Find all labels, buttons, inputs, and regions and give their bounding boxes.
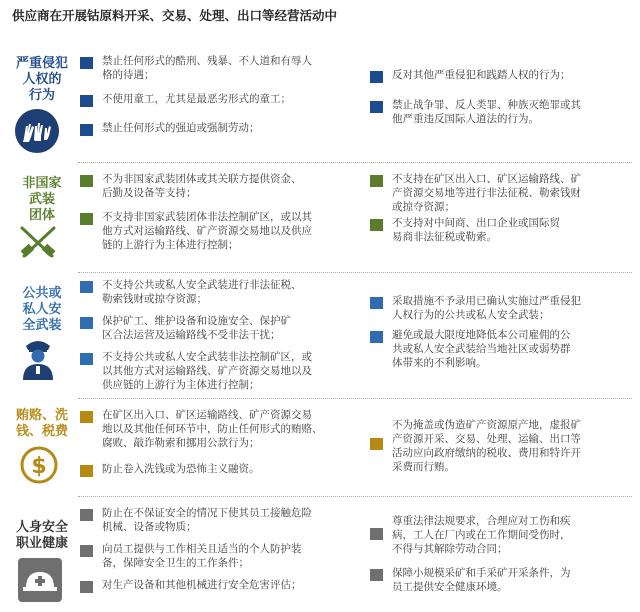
divider	[78, 162, 632, 163]
list-item: 不支持在矿区出入口、矿区运输路线、矿 产资源交易地等进行非法征税、勒索钱财 或掠夺资源；	[370, 172, 632, 216]
section-human-rights	[0, 52, 640, 162]
list-item: 防止卷入洗钱或为恐怖主义融资。	[80, 462, 370, 478]
section-occupational-safety	[0, 502, 640, 612]
divider	[78, 496, 632, 497]
list-item: 向员工提供与工作相关且适当的个人防护装 备，保障安全卫生的工作条件；	[80, 542, 370, 572]
list-item: 保障小规模采矿和手采矿开采条件，为 员工提供安全健康环境。	[370, 566, 632, 596]
bullet-square	[370, 331, 383, 343]
bullet-square	[80, 57, 93, 69]
list-item: 不使用童工，尤其是最恶劣形式的童工；	[80, 92, 370, 108]
bullet-square	[370, 101, 383, 113]
list-item: 避免或最大限度地降低本公司雇佣的公 共或私人安全武装给当地社区或弱势群 体带来的不利影响。	[370, 328, 632, 372]
section-bribery-taxes	[0, 404, 640, 496]
category-label: 严重侵犯 人权的 行为	[15, 56, 68, 103]
bullet-square	[80, 317, 93, 329]
list-item: 采取措施不予录用已确认实施过严重侵犯 人权行为的公共或私人安全武装；	[370, 294, 632, 324]
divider	[78, 398, 632, 399]
list-item: 不支持公共或私人安全武装非法控制矿区，或 以其他方式对运输路线、矿产资源交易地以及 供应链的上游行为主体进行控制；	[80, 350, 370, 394]
list-item: 不支持公共或私人安全武装进行非法征税、 勒索钱财或掠夺资源；	[80, 278, 370, 308]
hard-hat-icon	[18, 558, 62, 602]
bullet-square	[370, 569, 383, 581]
list-item: 不支持非国家武装团体非法控制矿区，或以其 他方式对运输路线、矿产资源交易地以及供应 链的上游行为主体进行控制；	[80, 210, 370, 254]
crossed-rifles-icon	[18, 224, 58, 260]
list-item: 禁止任何形式的酷刑、残暴、不人道和有辱人 格的待遇；	[80, 54, 370, 84]
bullet-square	[370, 219, 383, 231]
list-item: 不为掩盖或伪造矿产资源原产地，虚报矿 产资源开采、交易、处理、运输、出口等 活动应向政府缴纳的税收、费用和特许开 采费而行贿。	[370, 418, 632, 476]
svg-text:$: $	[31, 454, 47, 479]
bullet-square	[80, 95, 93, 107]
bullet-square	[370, 71, 383, 83]
list-item: 反对其他严重侵犯和践踏人权的行为；	[370, 68, 632, 84]
list-item: 对生产设备和其他机械进行安全危害评估；	[80, 578, 370, 594]
bullet-square	[80, 465, 93, 477]
divider	[78, 272, 632, 273]
bullet-square	[370, 175, 383, 187]
category-label: 人身安全 职业健康	[15, 520, 68, 551]
list-item: 禁止任何形式的强迫或强制劳动；	[80, 121, 370, 137]
list-item: 不为非国家武装团体或其关联方提供资金、 后勤及设备等支持；	[80, 172, 370, 202]
bullet-square	[80, 353, 93, 365]
bullet-square	[370, 528, 383, 540]
bullet-square	[80, 581, 93, 593]
list-item: 禁止战争罪、反人类罪、种族灭绝罪或其 他严重违反国际人道法的行为。	[370, 98, 632, 128]
bullet-square	[80, 545, 93, 557]
bullet-square	[80, 509, 93, 521]
bullet-square	[80, 124, 93, 136]
security-guard-icon	[20, 336, 56, 380]
page-title: 供应商在开展钴原料开采、交易、处理、出口等经营活动中	[12, 8, 338, 23]
section-non-state-armed-groups	[0, 170, 640, 272]
bullet-square	[370, 297, 383, 309]
list-item: 在矿区出入口、矿区运输路线、矿产资源交易 地以及其他任何环节中，防止任何形式的贿赂、 腐败、敲诈勒索和挪用公款行为；	[80, 408, 370, 452]
bullet-square	[80, 175, 93, 187]
list-item: 不支持对中间商、出口企业或国际贸 易商非法征税或勒索。	[370, 216, 632, 246]
list-item: 防止在不保证安全的情况下使其员工接触危险 机械、设备或物质；	[80, 506, 370, 536]
section-security-forces	[0, 278, 640, 396]
bullet-square	[370, 438, 383, 450]
bullet-square	[80, 411, 93, 423]
bullet-square	[80, 281, 93, 293]
dollar-coin-icon	[20, 446, 58, 484]
list-item: 尊重法律法规要求，合理应对工伤和疾 病，工人在厂内或在工作期间受伤时， 不得与其解除劳动合同；	[370, 514, 632, 558]
raised-hands-icon	[14, 108, 60, 154]
category-label: 非国家 武装 团体	[22, 176, 62, 223]
category-label: 贿赂、洗 钱、税费	[15, 408, 68, 439]
list-item: 保护矿工、维护设备和设施安全、保护矿 区合法运营及运输路线不受非法干扰；	[80, 314, 370, 344]
bullet-square	[80, 213, 93, 225]
category-label: 公共或 私人安 全武装	[22, 286, 62, 333]
